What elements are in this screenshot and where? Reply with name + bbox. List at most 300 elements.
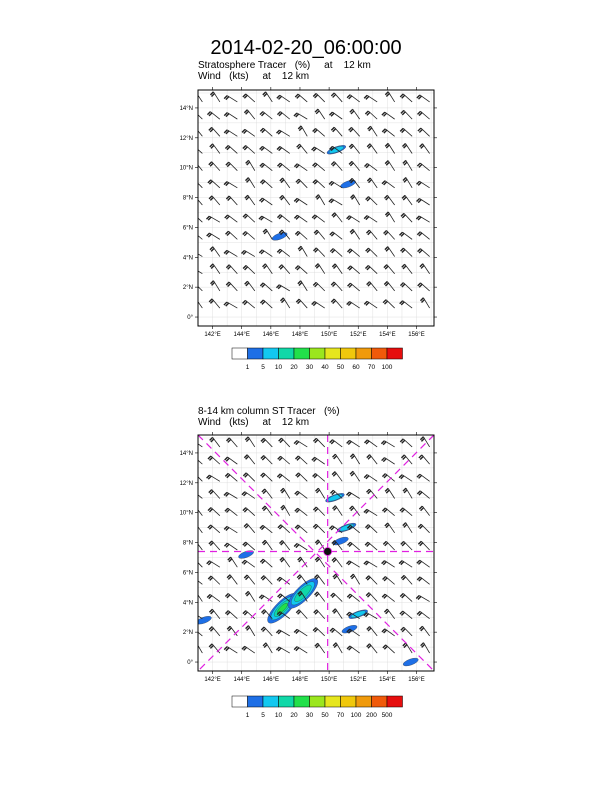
- x-tick-label: 150°E: [320, 332, 338, 338]
- wind-barb: [245, 281, 255, 291]
- wind-barb: [208, 508, 220, 516]
- wind-barb: [420, 144, 430, 154]
- main-title: 2014-02-20_06:00:00: [210, 37, 402, 59]
- wind-barb: [210, 144, 220, 154]
- wind-barb: [244, 524, 255, 533]
- colorbar-swatch: [263, 348, 279, 359]
- wind-barb: [385, 143, 394, 153]
- wind-barb: [383, 577, 395, 585]
- wind-barb: [331, 593, 343, 601]
- wind-barb: [332, 213, 342, 222]
- wind-barb: [347, 440, 360, 447]
- storm-center-marker: [324, 548, 332, 556]
- wind-barb: [333, 574, 342, 584]
- colorbar-swatch: [263, 696, 279, 707]
- wind-barb: [226, 282, 237, 291]
- wind-barb: [294, 543, 307, 550]
- wind-barb: [294, 215, 307, 222]
- wind-barb: [224, 543, 237, 550]
- wind-barb: [365, 542, 377, 550]
- wind-barb: [331, 299, 342, 308]
- colorbar-label: 10: [274, 712, 283, 719]
- wind-barb: [294, 441, 307, 447]
- wind-barb: [331, 162, 342, 171]
- wind-barb: [189, 267, 202, 273]
- wind-barb: [261, 627, 272, 636]
- wind-barb: [401, 575, 412, 584]
- colorbar-label: 20: [290, 364, 298, 371]
- wind-barb: [331, 282, 342, 291]
- wind-barb: [191, 179, 202, 188]
- wind-barb: [367, 282, 378, 291]
- wind-barb: [365, 164, 378, 171]
- wind-barb: [367, 626, 377, 635]
- wind-barb: [298, 126, 307, 136]
- wind-barb: [382, 129, 394, 136]
- wind-barb: [260, 300, 272, 308]
- wind-barb: [421, 643, 430, 653]
- wind-barb: [402, 195, 412, 205]
- wind-barb: [417, 611, 429, 618]
- wind-barb: [418, 524, 429, 533]
- wind-barb: [242, 560, 255, 567]
- wind-barb: [278, 456, 290, 464]
- wind-barb: [207, 594, 220, 601]
- wind-barb: [329, 199, 342, 205]
- wind-barb: [298, 557, 308, 567]
- wind-barb: [417, 95, 430, 102]
- wind-barb: [294, 164, 307, 171]
- colorbar-label: 40: [321, 364, 329, 371]
- panel-1-colorbar: [232, 348, 403, 371]
- wind-barb: [400, 283, 412, 291]
- x-tick-label: 154°E: [379, 332, 396, 338]
- wind-barb: [209, 127, 220, 136]
- wind-barb: [402, 143, 412, 153]
- wind-barb: [313, 438, 324, 447]
- wind-barb: [224, 647, 237, 653]
- wind-barb: [364, 613, 377, 619]
- wind-barb: [189, 612, 202, 619]
- wind-barb: [294, 113, 307, 119]
- wind-barb: [259, 216, 272, 222]
- y-tick-label: 12°N: [179, 135, 193, 142]
- colorbar-swatch: [294, 348, 310, 359]
- wind-barb: [385, 212, 394, 222]
- colorbar-label: 1: [245, 712, 250, 719]
- wind-barb: [260, 180, 272, 188]
- wind-barb: [244, 455, 254, 464]
- wind-barb: [420, 626, 430, 636]
- wind-barb: [192, 161, 203, 170]
- wind-barb: [417, 491, 429, 499]
- wind-barb: [295, 456, 307, 464]
- colorbar-swatch: [294, 696, 310, 707]
- wind-barb: [246, 626, 255, 636]
- wind-barb: [401, 248, 413, 256]
- wind-barb: [243, 232, 255, 240]
- colorbar-label: 30: [305, 364, 314, 371]
- wind-barb: [417, 232, 429, 240]
- colorbar-swatch: [387, 348, 403, 359]
- wind-barb: [261, 473, 273, 481]
- wind-barb: [209, 490, 220, 499]
- x-tick-label: 156°E: [408, 332, 425, 338]
- wind-barb: [331, 93, 342, 102]
- wind-barb: [277, 163, 289, 171]
- colorbar-label: 100: [350, 712, 362, 719]
- wind-barb: [297, 144, 308, 153]
- wind-barb: [209, 162, 220, 171]
- y-tick-label: 8°N: [182, 195, 193, 202]
- colorbar-label: 50: [336, 364, 345, 371]
- wind-barb: [243, 94, 255, 102]
- wind-barb: [224, 96, 237, 102]
- y-tick-label: 0°: [187, 660, 193, 667]
- wind-barb: [243, 146, 255, 154]
- wind-barb: [190, 456, 202, 464]
- tracer-feature: [238, 549, 255, 560]
- wind-barb: [210, 437, 220, 447]
- wind-barb: [207, 475, 220, 481]
- wind-barb: [210, 247, 220, 257]
- wind-barb: [315, 592, 325, 602]
- wind-barb: [313, 93, 324, 101]
- wind-barb: [366, 593, 377, 602]
- wind-barb: [294, 198, 307, 205]
- wind-barb: [347, 216, 360, 222]
- wind-barb: [383, 645, 395, 653]
- x-tick-label: 150°E: [320, 677, 338, 683]
- y-tick-label: 2°N: [182, 630, 193, 637]
- wind-barb: [209, 299, 220, 308]
- wind-barb: [191, 559, 202, 568]
- wind-barb: [368, 126, 378, 136]
- wind-barb: [224, 113, 237, 120]
- wind-barb: [416, 216, 429, 222]
- wind-barb: [294, 629, 307, 636]
- wind-barb: [277, 95, 290, 102]
- wind-barb: [192, 540, 202, 550]
- wind-barb: [365, 265, 377, 273]
- wind-barb: [367, 178, 377, 188]
- x-tick-label: 156°E: [408, 677, 425, 683]
- wind-barb: [420, 437, 429, 447]
- wind-barb: [400, 611, 412, 619]
- wind-barb: [364, 475, 377, 482]
- wind-barb: [209, 627, 220, 636]
- wind-barb: [277, 112, 289, 120]
- wind-barb: [278, 525, 290, 533]
- plot-frame: [198, 90, 434, 326]
- wind-barb: [348, 542, 360, 550]
- wind-barb: [242, 492, 255, 499]
- wind-barb: [260, 112, 272, 120]
- colorbar-swatch: [341, 696, 357, 707]
- x-tick-label: 148°E: [291, 677, 309, 683]
- x-tick-label: 142°E: [204, 677, 221, 683]
- y-tick-label: 8°N: [182, 540, 193, 547]
- wind-barb: [417, 474, 430, 481]
- wind-barb: [190, 146, 202, 154]
- colorbar-swatch: [372, 696, 388, 707]
- wind-barb: [209, 541, 220, 550]
- wind-barb: [260, 283, 272, 291]
- wind-barb: [190, 232, 202, 240]
- wind-barb: [241, 250, 254, 256]
- wind-barb: [243, 508, 255, 516]
- wind-barb: [281, 488, 290, 498]
- wind-barb: [312, 302, 325, 309]
- colorbar-label: 200: [366, 712, 377, 719]
- wind-barb: [277, 130, 290, 136]
- wind-barb: [366, 576, 377, 585]
- wind-barb: [333, 506, 343, 516]
- wind-barb: [208, 525, 220, 533]
- wind-barb: [332, 472, 342, 482]
- wind-barb: [315, 643, 325, 653]
- wind-barb: [207, 112, 219, 119]
- wind-barb: [277, 249, 290, 256]
- panel-1-title: Stratosphere Tracer (%) at 12 km: [198, 60, 371, 71]
- colorbar-label: 5: [261, 364, 265, 371]
- wind-barb: [385, 161, 395, 171]
- wind-barb: [192, 127, 203, 136]
- wind-barb: [245, 195, 255, 205]
- wind-barb: [280, 540, 290, 550]
- wind-barb: [315, 557, 324, 567]
- wind-barb: [365, 525, 377, 533]
- wind-barb: [210, 92, 219, 102]
- panel-1-plot: [180, 87, 437, 338]
- wind-barb: [280, 298, 289, 308]
- wind-barb: [384, 281, 394, 290]
- wind-barb: [243, 265, 255, 273]
- wind-barb: [417, 181, 430, 188]
- wind-barb: [367, 644, 378, 653]
- wind-barb: [226, 162, 237, 171]
- x-tick-label: 152°E: [350, 677, 367, 683]
- colorbar-swatch: [279, 696, 295, 707]
- wind-barb: [208, 456, 220, 464]
- wind-barb: [418, 283, 430, 291]
- wind-barb: [243, 300, 255, 308]
- colorbar-label: 70: [336, 712, 345, 719]
- wind-barb: [260, 525, 272, 533]
- wind-barb: [347, 561, 360, 567]
- wind-barb: [276, 647, 289, 653]
- wind-barb: [224, 302, 237, 308]
- wind-barb: [296, 473, 308, 481]
- wind-barb: [420, 298, 429, 308]
- wind-barb: [279, 438, 290, 447]
- wind-barb: [245, 591, 254, 601]
- wind-barb: [190, 440, 203, 447]
- x-tick-label: 142°E: [204, 332, 221, 338]
- wind-barb: [347, 95, 360, 102]
- x-tick-label: 144°E: [233, 332, 250, 338]
- panel-2-title: 8-14 km column ST Tracer (%): [198, 406, 340, 417]
- wind-barb: [329, 181, 342, 187]
- wind-barb: [245, 437, 255, 447]
- panel-2-colorbar: [232, 696, 403, 719]
- wind-barb: [418, 111, 430, 119]
- wind-barb: [417, 560, 430, 567]
- wind-barb: [364, 440, 377, 447]
- wind-barb: [381, 441, 394, 447]
- wind-barb: [385, 195, 395, 205]
- x-tick-label: 146°E: [262, 677, 280, 683]
- wind-barb: [399, 561, 412, 568]
- colorbar-label: 100: [381, 364, 393, 371]
- wind-barb: [261, 456, 272, 465]
- colorbar-swatch: [232, 348, 248, 359]
- wind-barb: [417, 199, 430, 206]
- wind-barb: [382, 181, 395, 188]
- y-tick-label: 12°N: [179, 480, 193, 487]
- colorbar-swatch: [325, 696, 341, 707]
- wind-barb: [333, 643, 342, 653]
- wind-barb: [261, 576, 272, 585]
- wind-barb: [329, 112, 342, 119]
- colorbar-swatch: [372, 348, 388, 359]
- wind-barb: [192, 523, 202, 533]
- wind-barb: [312, 147, 325, 153]
- wind-barb: [260, 146, 273, 153]
- wind-barb: [366, 230, 377, 239]
- colorbar-label: 60: [352, 364, 360, 371]
- wind-barb: [316, 195, 325, 205]
- wind-barb: [313, 524, 324, 533]
- y-tick-label: 2°N: [182, 285, 193, 292]
- colorbar-label: 10: [274, 364, 283, 371]
- wind-barb: [347, 492, 360, 498]
- wind-barb: [348, 266, 360, 274]
- wind-barb: [209, 196, 220, 205]
- wind-barb: [295, 508, 307, 515]
- wind-barb: [243, 611, 255, 619]
- wind-barb: [403, 160, 412, 170]
- wind-barb: [385, 92, 394, 102]
- wind-barb: [244, 110, 254, 119]
- wind-barb: [296, 179, 307, 188]
- wind-barb: [242, 129, 255, 136]
- wind-barb: [295, 525, 307, 533]
- panel-1-subtitle: Wind (kts) at 12 km: [198, 71, 310, 82]
- wind-barb: [384, 230, 395, 239]
- wind-barb: [364, 95, 377, 102]
- x-tick-label: 146°E: [262, 332, 280, 338]
- wind-barb: [403, 488, 412, 498]
- colorbar-label: 1: [245, 364, 250, 371]
- wind-barb: [382, 594, 394, 601]
- wind-barb: [417, 577, 429, 584]
- wind-barb: [312, 215, 325, 222]
- panel-2-subtitle: Wind (kts) at 12 km: [198, 417, 310, 428]
- wind-barb: [295, 231, 307, 239]
- wind-barb: [207, 233, 220, 239]
- wind-barb: [260, 198, 273, 205]
- wind-barb: [224, 130, 237, 136]
- wind-barb: [382, 561, 395, 568]
- x-tick-label: 154°E: [379, 677, 396, 683]
- wind-barb: [297, 575, 307, 585]
- wind-barb: [243, 473, 254, 481]
- x-tick-label: 144°E: [233, 677, 250, 683]
- wind-barb: [315, 109, 325, 119]
- wind-barb: [280, 178, 290, 188]
- colorbar-swatch: [248, 696, 264, 707]
- wind-barb: [314, 230, 325, 239]
- wind-barb: [382, 629, 395, 636]
- y-tick-label: 10°N: [179, 510, 193, 517]
- colorbar-label: 30: [305, 712, 314, 719]
- wind-barb: [295, 94, 307, 102]
- wind-barb: [277, 215, 289, 223]
- wind-barb: [243, 542, 255, 550]
- colorbar-swatch: [279, 348, 295, 359]
- wind-barb: [190, 577, 202, 584]
- wind-barb: [418, 128, 430, 136]
- wind-barb: [347, 301, 360, 308]
- wind-barb: [385, 247, 395, 257]
- wind-barb: [209, 644, 220, 653]
- y-tick-label: 4°N: [182, 600, 193, 607]
- colorbar-swatch: [387, 696, 403, 707]
- wind-barb: [208, 576, 220, 584]
- wind-barb: [244, 575, 255, 584]
- wind-barb: [298, 281, 307, 291]
- colorbar-swatch: [356, 696, 372, 707]
- wind-barb: [260, 163, 272, 170]
- wind-barb: [261, 438, 272, 447]
- colorbar-swatch: [232, 696, 248, 707]
- wind-barb: [382, 508, 394, 516]
- y-tick-label: 0°: [187, 315, 193, 322]
- y-tick-label: 10°N: [179, 165, 193, 172]
- wind-barb: [401, 627, 412, 636]
- wind-barb: [294, 647, 307, 653]
- wind-barb: [226, 438, 237, 447]
- wind-barb: [382, 458, 395, 465]
- wind-barb: [225, 508, 237, 515]
- wind-barb: [367, 455, 377, 464]
- wind-barb: [400, 232, 413, 239]
- colorbar-label: 20: [290, 712, 298, 719]
- wind-barb: [347, 249, 359, 257]
- wind-barb: [401, 213, 412, 222]
- wind-barb: [211, 281, 220, 291]
- wind-barb: [227, 626, 237, 636]
- wind-barb: [224, 526, 237, 532]
- wind-barb: [419, 506, 429, 516]
- wind-barb: [383, 300, 395, 308]
- wind-barb: [312, 457, 325, 464]
- wind-barb: [295, 266, 307, 274]
- wind-barb: [385, 488, 395, 498]
- colorbar-swatch: [325, 348, 341, 359]
- wind-barb: [259, 250, 272, 257]
- wind-barb: [347, 594, 359, 601]
- wind-barb: [298, 246, 307, 256]
- colorbar-label: 500: [381, 712, 393, 719]
- panel-2-plot: [180, 432, 437, 683]
- wind-barb: [316, 488, 325, 498]
- x-tick-label: 152°E: [350, 332, 367, 338]
- wind-barb: [313, 628, 325, 636]
- wind-barb: [367, 144, 377, 154]
- wind-barb: [208, 180, 220, 188]
